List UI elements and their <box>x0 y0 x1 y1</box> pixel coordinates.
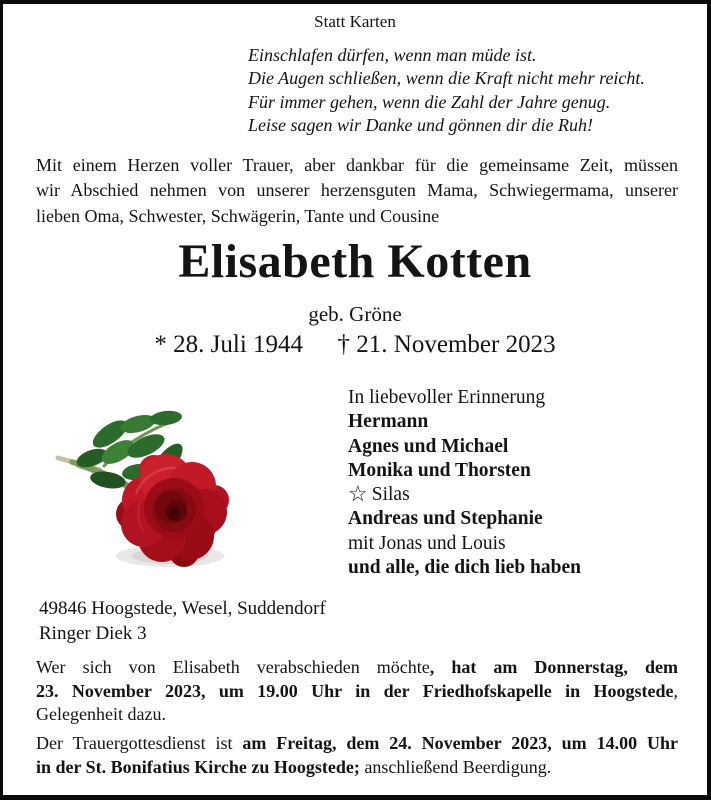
mourner-line <box>348 410 581 434</box>
text-line <box>36 703 678 727</box>
regular-text: wir Abschied nehmen von unserer herzensguten Mama, Schwiegermama, unserer <box>36 180 678 201</box>
regular-text: Gelegenheit dazu. <box>36 704 166 725</box>
mourner-line <box>348 507 581 531</box>
deceased-name: Elisabeth Kotten <box>178 235 532 288</box>
poem-line: Für immer gehen, wenn die Zahl der Jahre genug. <box>248 91 611 112</box>
address-block <box>39 596 326 647</box>
maiden-name: geb. Gröne <box>308 302 402 326</box>
death-date: 21. November 2023 <box>356 331 556 358</box>
bold-text: am Freitag, dem 24. November 2023, um 14.00 Uhr <box>242 733 678 753</box>
text-line <box>36 656 678 680</box>
bold-text: in der St. Bonifatius Kirche zu Hoogstede; <box>36 756 360 777</box>
address-line: 49846 Hoogstede, Wesel, Suddendorf <box>39 598 326 619</box>
address-line: Ringer Diek 3 <box>39 623 147 645</box>
intro-paragraph <box>36 153 678 229</box>
star-outline-icon: ☆ <box>348 481 368 507</box>
mourner-name: Silas <box>371 484 410 506</box>
text-line <box>36 680 678 704</box>
red-rose-photo <box>52 396 234 578</box>
regular-text: anschließend Beerdigung. <box>359 756 552 777</box>
mourners-list <box>348 386 581 580</box>
service-paragraph <box>36 732 678 779</box>
mourner-name: mit Jonas und Louis <box>348 532 506 554</box>
text-line <box>36 732 678 756</box>
life-dates <box>3 331 707 359</box>
mourner-line <box>348 483 581 507</box>
mourner-line <box>348 532 581 556</box>
farewell-paragraph <box>36 656 678 727</box>
bold-text: 23. November 2023, um 19.00 Uhr in der Friedhofskapelle in Hoogstede <box>36 680 674 701</box>
mourner-name: Hermann <box>348 411 429 433</box>
birth-date: 28. Juli 1944 <box>173 331 304 358</box>
death-symbol-icon: † <box>337 331 351 358</box>
mourner-line <box>348 435 581 459</box>
text-line <box>36 756 678 780</box>
bold-text: , hat am Donnerstag, dem <box>429 657 678 677</box>
regular-text: Mit einem Herzen voller Trauer, aber dankbar für die gemeinsame Zeit, müssen <box>36 155 678 175</box>
birth-symbol-icon: * <box>154 331 167 358</box>
text-line <box>36 204 678 229</box>
text-line <box>36 178 678 203</box>
mourner-line <box>348 556 581 580</box>
mourner-name: Andreas und Stephanie <box>348 508 543 530</box>
poem-line: Einschlafen dürfen, wenn man müde ist. <box>248 45 537 65</box>
poem-line: Leise sagen wir Danke und gönnen dir die Ruh! <box>248 115 593 136</box>
remembrance-title: In liebevoller Erinnerung <box>348 387 546 408</box>
mourner-line <box>348 459 581 483</box>
regular-text: lieben Oma, Schwester, Schwägerin, Tante und Cousine <box>36 205 440 226</box>
regular-text: Wer sich von Elisabeth verabschieden möchte <box>36 657 430 677</box>
mourner-name: Agnes und Michael <box>348 435 509 457</box>
regular-text: Der Trauergottesdienst ist <box>36 733 243 753</box>
poem-line: Die Augen schließen, wenn die Kraft nicht mehr reicht. <box>248 68 645 89</box>
mourner-name: Monika und Thorsten <box>348 459 531 481</box>
regular-text: , <box>673 680 678 701</box>
notice-header: Statt Karten <box>314 12 396 31</box>
mourner-name: und alle, die dich lieb haben <box>348 557 581 579</box>
memorial-poem <box>248 44 645 138</box>
text-line <box>36 153 678 178</box>
